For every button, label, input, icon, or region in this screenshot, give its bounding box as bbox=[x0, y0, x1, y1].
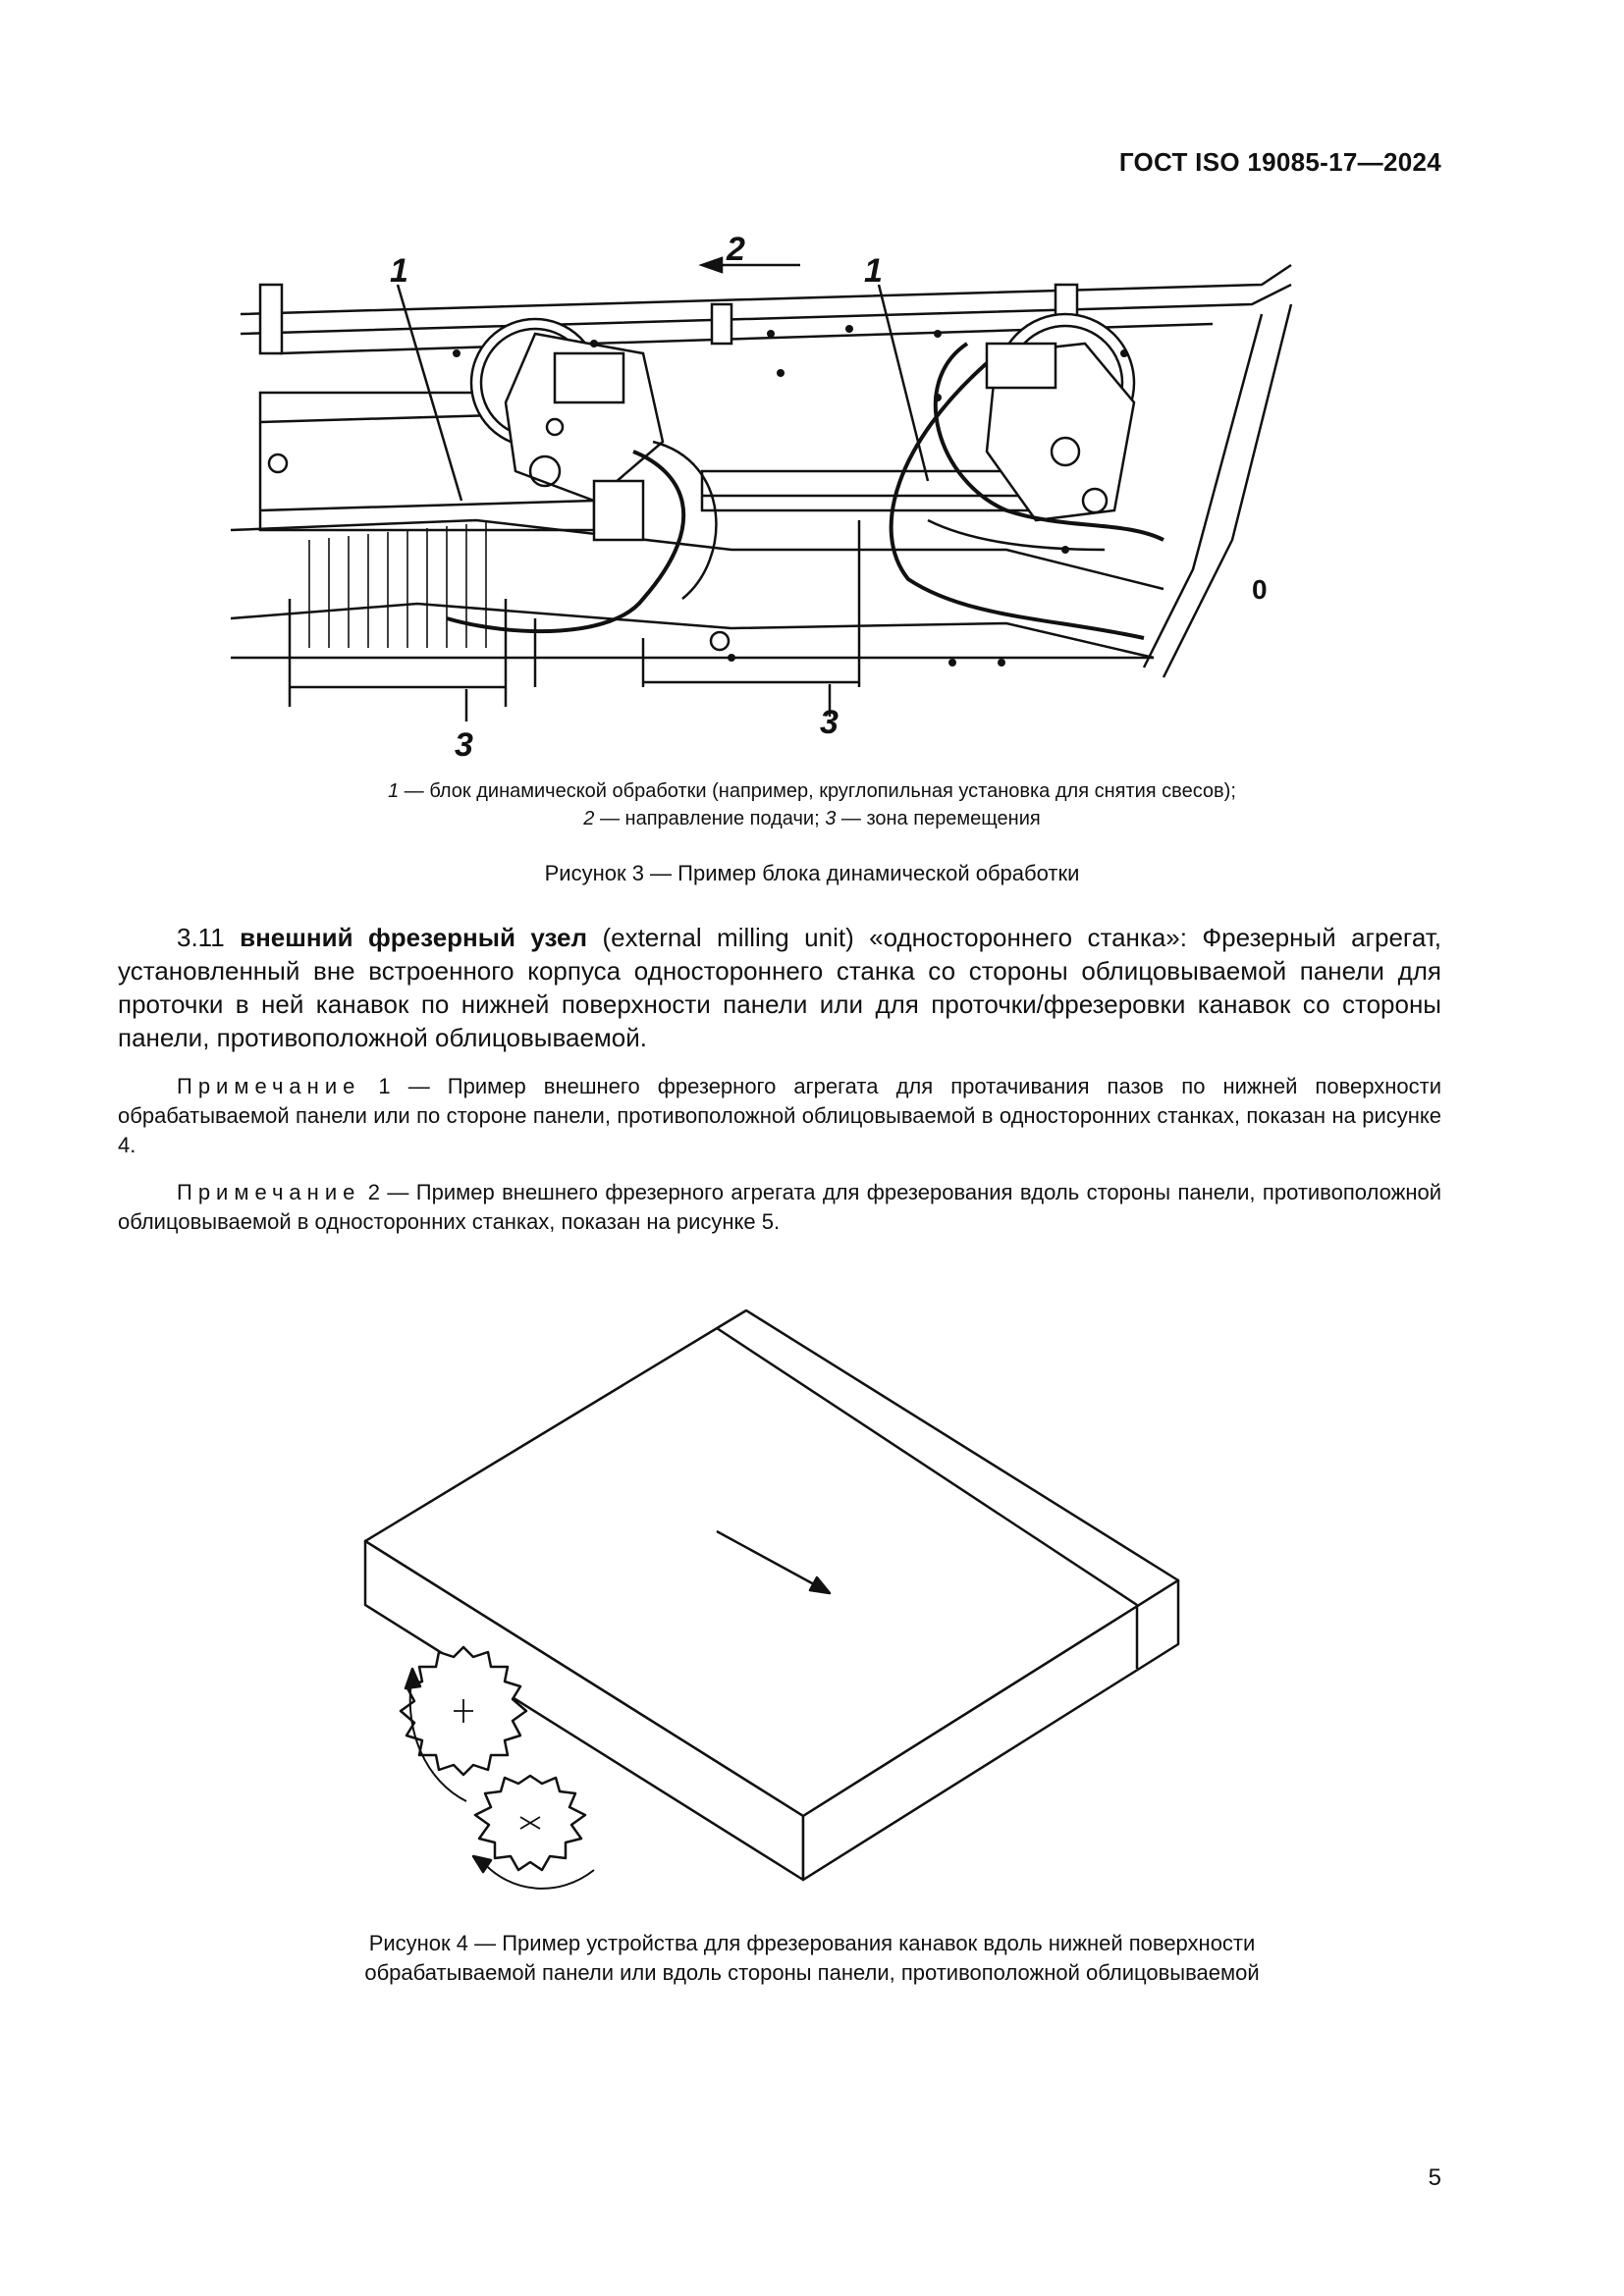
note-2-label: Примечание bbox=[177, 1180, 361, 1204]
drawing-mark: 0 bbox=[1252, 574, 1268, 605]
figure-3-drawing bbox=[221, 226, 1291, 764]
section-number: 3.11 bbox=[177, 923, 241, 952]
term-definition-text: (external milling unit) «одностороннего станка»: Фрезерный агрегат, установленный вне встроенного корпуса одностороннего станка со стороны облицовываемой панели для проточки в ней канавок по нижней поверхности панели или для проточки/фрезеровки канавок со стороны панели, противоположной облицовываемой. bbox=[118, 923, 1441, 1052]
legend-num-2: 2 bbox=[583, 808, 595, 829]
legend-text-2: — направление подачи; bbox=[594, 808, 826, 829]
figure-4-caption bbox=[196, 1929, 1428, 1988]
figure-4-caption-line-1: Рисунок 4 — Пример устройства для фрезерования канавок вдоль нижней поверхности bbox=[368, 1931, 1256, 1955]
note-2 bbox=[118, 1178, 1441, 1237]
legend-text-3: — зона перемещения bbox=[836, 808, 1041, 829]
term-name: внешний фрезерный узел bbox=[240, 923, 588, 952]
callout-zone-right: 3 bbox=[820, 704, 839, 741]
callout-unit-left: 1 bbox=[390, 252, 408, 290]
note-1-text: — Пример внешнего фрезерного агрегата для протачивания пазов по нижней поверхности обрабатываемой панели или по стороне панели, противоположной облицовываемой в односторонних станках, показан на рисунке 4. bbox=[118, 1074, 1441, 1157]
legend-num-3: 3 bbox=[825, 808, 837, 829]
page-number: 5 bbox=[1428, 2164, 1441, 2191]
note-1 bbox=[118, 1072, 1441, 1160]
note-1-label: Примечание bbox=[177, 1074, 361, 1098]
saw-disk-bottom bbox=[401, 1647, 526, 1775]
figure-4-caption-line-2: обрабатываемой панели или вдоль стороны панели, противоположной облицовываемой bbox=[364, 1960, 1260, 1985]
figure-3-legend bbox=[196, 777, 1428, 832]
legend-text-1: — блок динамической обработки (например, круглопильная установка для снятия свесов); bbox=[399, 780, 1236, 802]
callout-unit-right: 1 bbox=[864, 252, 883, 290]
legend-num-1: 1 bbox=[388, 780, 400, 802]
figure-4-drawing bbox=[334, 1310, 1316, 1919]
term-definition-3-11 bbox=[118, 921, 1441, 1054]
document-header: ГОСТ ISO 19085-17—2024 bbox=[1118, 147, 1441, 177]
figure-3-caption: Рисунок 3 — Пример блока динамической обработки bbox=[544, 861, 1080, 885]
saw-disk-side bbox=[475, 1776, 585, 1870]
note-2-text: — Пример внешнего фрезерного агрегата для фрезерования вдоль стороны панели, противоположной облицовываемой в односторонних станках, показан на рисунке 5. bbox=[118, 1180, 1441, 1234]
note-2-number: 2 bbox=[360, 1180, 380, 1204]
callout-zone-left: 3 bbox=[455, 726, 473, 764]
callout-feed-direction: 2 bbox=[727, 231, 745, 268]
note-1-number: 1 bbox=[360, 1074, 391, 1098]
